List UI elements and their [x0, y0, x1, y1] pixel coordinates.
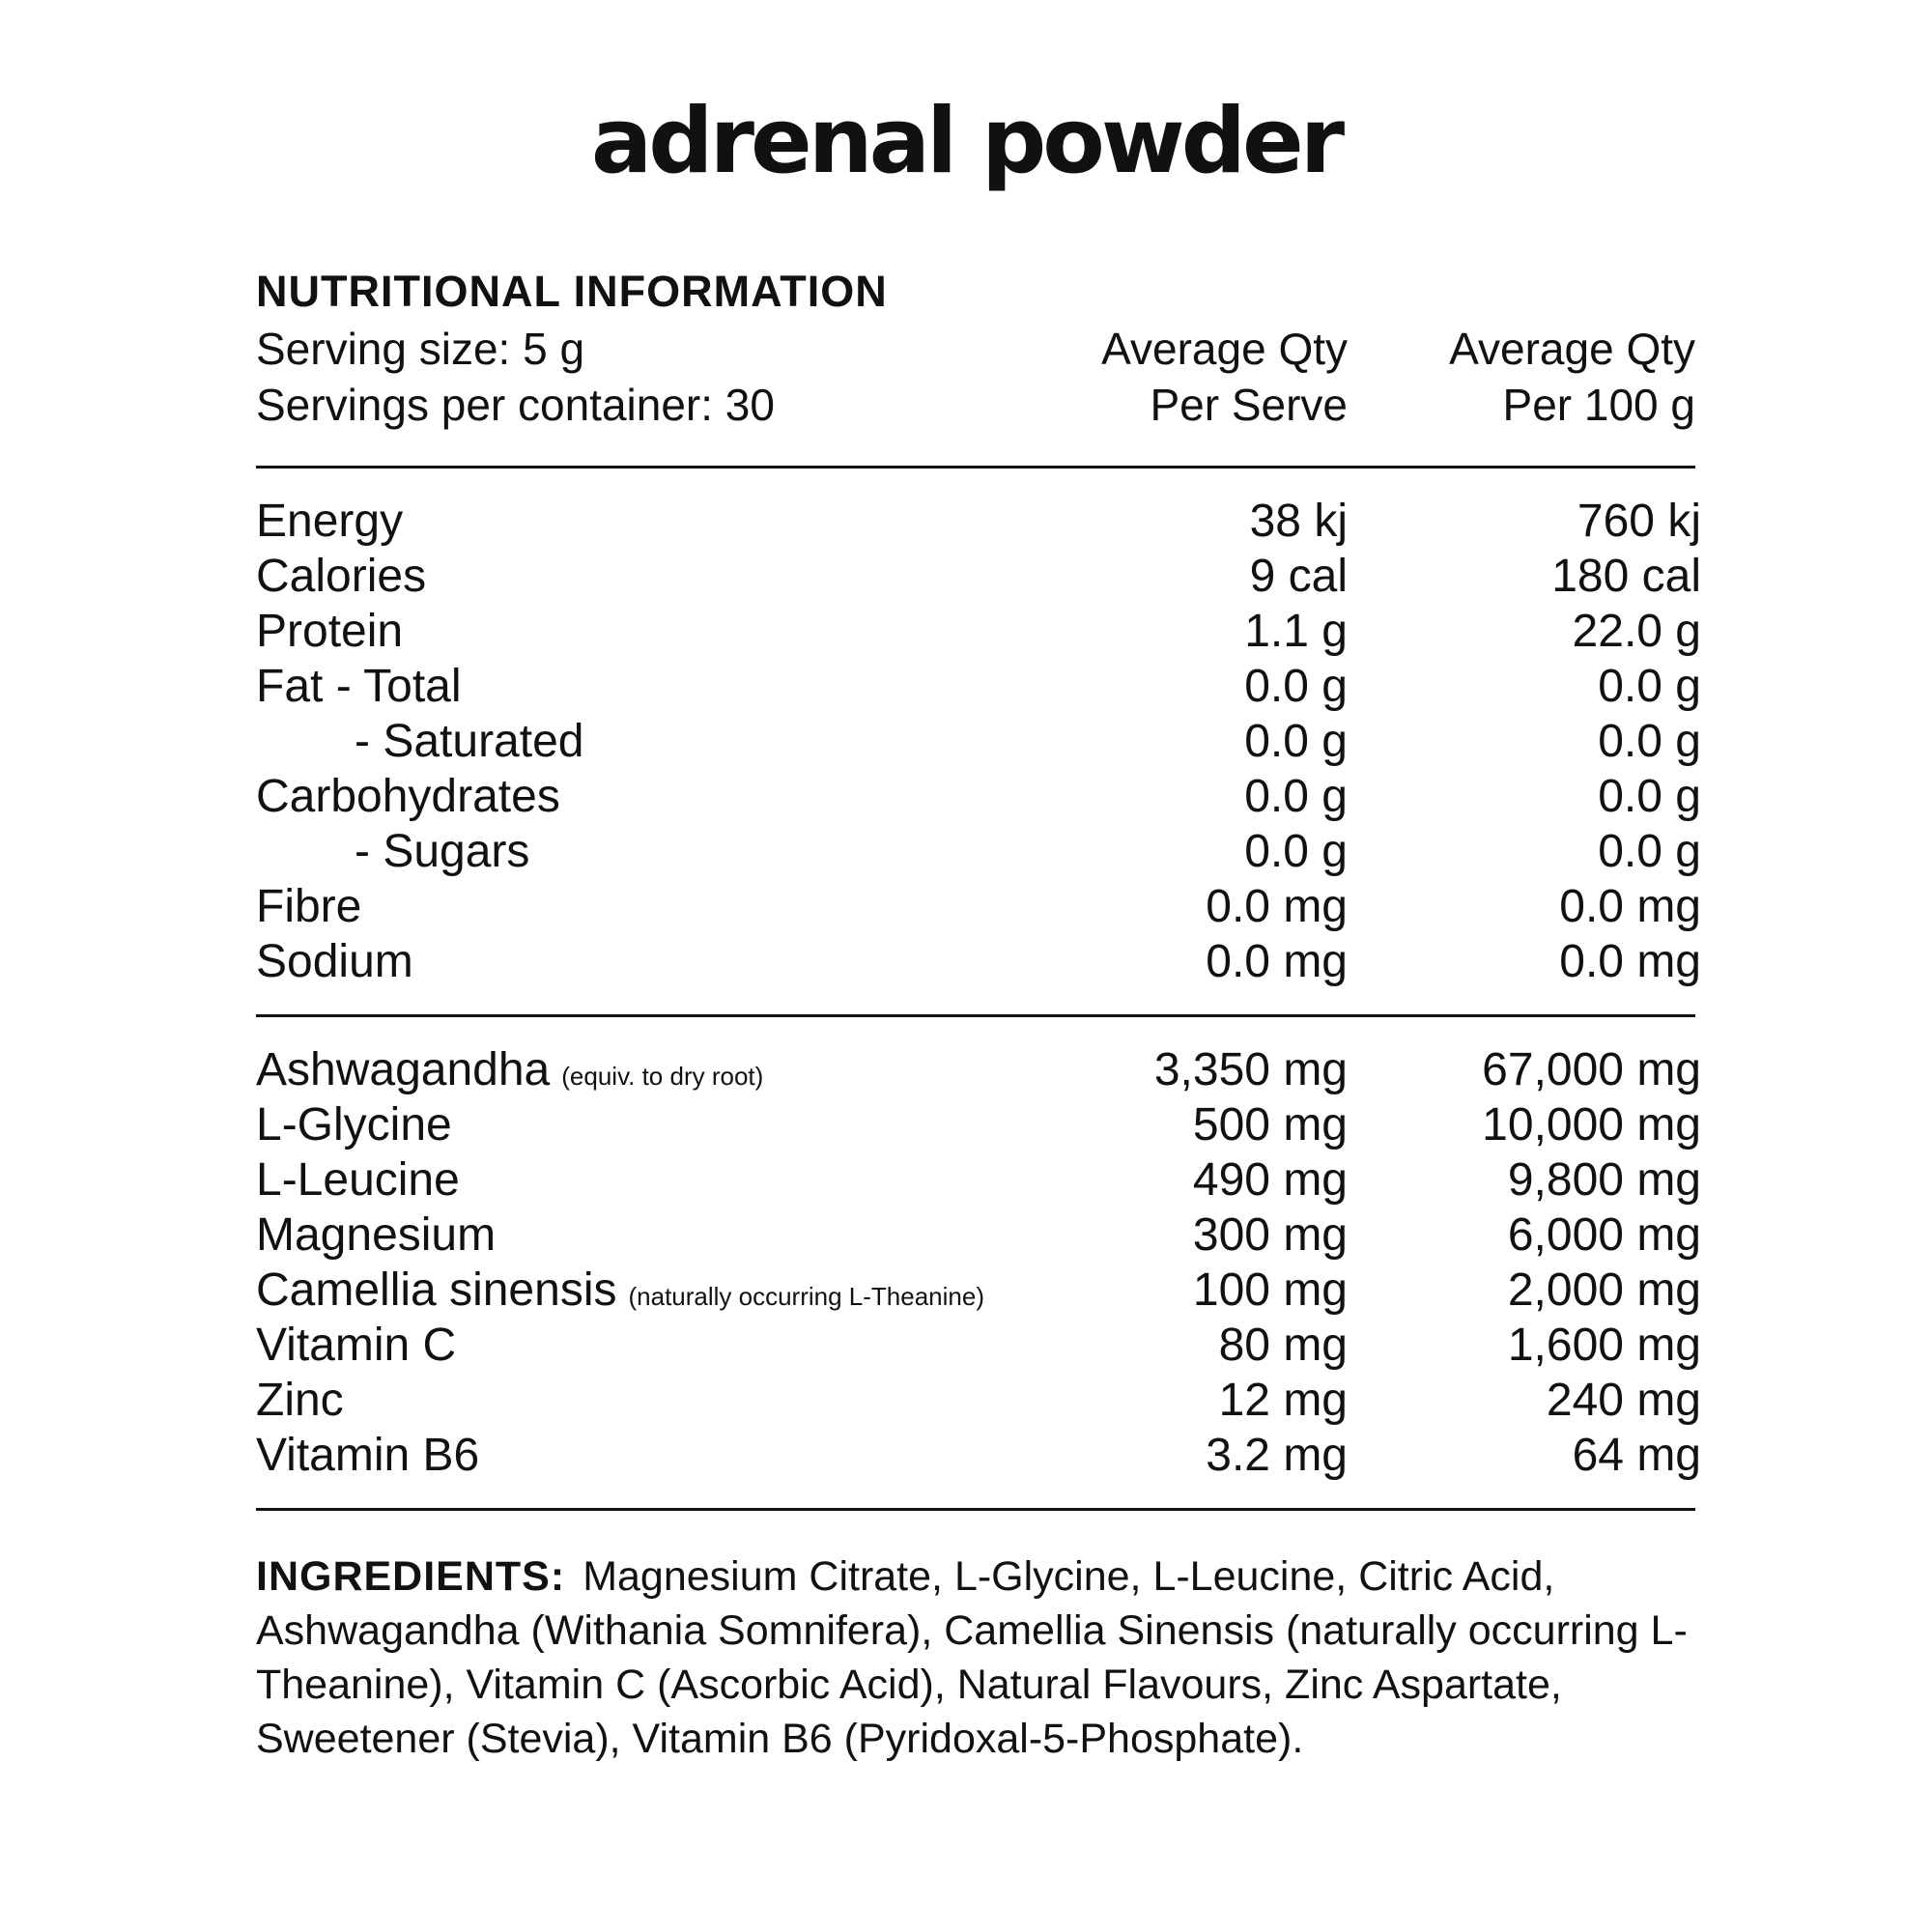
table-row: [256, 1428, 1701, 1483]
ingredients-statement: [256, 1549, 1695, 1766]
nutrition-panel: [256, 263, 1701, 1766]
per-100g-value: 180 cal: [1551, 551, 1701, 602]
nutrient-name-text: Fibre: [256, 881, 362, 932]
nutrient-name-text: Calories: [256, 551, 427, 602]
nutrient-name-text: Magnesium: [256, 1209, 497, 1261]
per-100g-value: 9,800 mg: [1507, 1154, 1701, 1206]
nutrient-name: [256, 1428, 479, 1483]
table-row: [256, 604, 1701, 659]
nutrient-name: [256, 769, 560, 824]
per-100g-value: 0.0 g: [1598, 661, 1701, 712]
column-header-per-100g-line2: Per 100 g: [1502, 380, 1695, 430]
per-100g-value: 67,000 mg: [1482, 1044, 1701, 1095]
nutrient-name-text: Sodium: [256, 936, 413, 987]
per-100g-value: 240 mg: [1546, 1375, 1701, 1426]
per-serve-value: 0.0 g: [1244, 771, 1348, 822]
nutrient-name: [256, 1318, 456, 1373]
table-row: [256, 769, 1701, 824]
per-serve-value: 0.0 mg: [1206, 936, 1348, 987]
per-serve-value: 0.0 g: [1244, 716, 1348, 767]
product-title: adrenal powder: [590, 89, 1342, 194]
per-100g-value: 0.0 mg: [1559, 936, 1701, 987]
per-100g-value: 0.0 g: [1598, 826, 1701, 877]
nutrient-name-text: Ashwagandha: [256, 1044, 551, 1095]
per-serve-value: 0.0 mg: [1206, 881, 1348, 932]
table-row: [256, 1152, 1701, 1208]
nutrient-name-text: Protein: [256, 606, 404, 657]
per-100g-value: 1,600 mg: [1507, 1320, 1701, 1371]
per-serve-value: 100 mg: [1192, 1264, 1348, 1316]
nutrient-name-text: Camellia sinensis: [256, 1264, 617, 1316]
per-serve-value: 0.0 g: [1244, 661, 1348, 712]
serving-details: [256, 321, 1029, 433]
nutrient-name: [256, 1373, 344, 1428]
per-serve-value: 38 kj: [1249, 496, 1348, 547]
nutrient-name: [256, 549, 426, 604]
nutrient-name-text: - Sugars: [355, 826, 530, 877]
per-serve-value: 12 mg: [1218, 1375, 1348, 1426]
per-100g-value: 64 mg: [1572, 1430, 1701, 1481]
basic-nutrients-list: [256, 469, 1701, 1014]
table-row: [256, 714, 1701, 769]
table-row: [256, 1318, 1701, 1373]
per-serve-value: 9 cal: [1249, 551, 1348, 602]
per-serve-value: 300 mg: [1192, 1209, 1348, 1261]
nutrient-name: [256, 659, 462, 714]
nutrient-name-text: L-Leucine: [256, 1154, 460, 1206]
nutrient-name: [256, 1208, 496, 1263]
serving-info: [256, 321, 1695, 435]
table-row: [256, 659, 1701, 714]
per-100g-value: 0.0 mg: [1559, 881, 1701, 932]
per-100g-value: 760 kj: [1577, 496, 1701, 547]
per-100g-value: 10,000 mg: [1482, 1099, 1701, 1151]
table-row: [256, 1208, 1701, 1263]
nutrient-name: [256, 934, 413, 989]
column-header-per-100g: [1348, 321, 1695, 433]
nutrient-name: [256, 604, 403, 659]
per-serve-value: 3,350 mg: [1153, 1044, 1348, 1095]
table-row: [256, 494, 1701, 549]
per-serve-value: 3.2 mg: [1206, 1430, 1348, 1481]
nutrient-name: [256, 1263, 984, 1324]
per-serve-value: 0.0 g: [1244, 826, 1348, 877]
nutrient-name-text: Vitamin C: [256, 1320, 457, 1371]
table-row: [256, 879, 1701, 934]
table-row: [256, 549, 1701, 604]
per-100g-value: 2,000 mg: [1507, 1264, 1701, 1316]
column-header-per-serve: [961, 321, 1348, 433]
nutrient-name: [256, 1097, 452, 1152]
per-100g-value: 0.0 g: [1598, 771, 1701, 822]
table-row: [256, 1373, 1701, 1428]
ingredients-label: INGREDIENTS:: [256, 1553, 566, 1600]
nutrient-name: [256, 1042, 763, 1104]
per-100g-value: 6,000 mg: [1507, 1209, 1701, 1261]
servings-per-container: Servings per container: 30: [256, 380, 775, 430]
nutrient-name-text: Fat - Total: [256, 661, 462, 712]
per-100g-value: 0.0 g: [1598, 716, 1701, 767]
column-header-per-serve-line1: Average Qty: [1101, 324, 1348, 374]
column-header-per-100g-line1: Average Qty: [1449, 324, 1695, 374]
nutrient-note: (equiv. to dry root): [561, 1062, 764, 1091]
serving-size: Serving size: 5 g: [256, 324, 585, 374]
nutrient-name-text: Carbohydrates: [256, 771, 560, 822]
per-serve-value: 1.1 g: [1244, 606, 1348, 657]
nutrition-heading: NUTRITIONAL INFORMATION: [256, 267, 888, 316]
nutrient-note: (naturally occurring L-Theanine): [628, 1282, 984, 1311]
per-serve-value: 500 mg: [1192, 1099, 1348, 1151]
nutrient-name-text: - Saturated: [355, 716, 584, 767]
active-ingredients-list: [256, 1017, 1701, 1508]
nutrient-name: [256, 879, 361, 934]
ingredients-text: Magnesium Citrate, L-Glycine, L-Leucine, Citric Acid, Ashwagandha (Withania Somnifera), Camellia Sinensis (naturally occurring L-Theanine), Vitamin C (Ascorbic Acid), Natural Flavours, Zinc Aspartate, Sweetener (Stevia), Vitamin B6 (Pyridoxal-5-Phosphate).: [256, 1553, 1688, 1762]
per-serve-value: 490 mg: [1192, 1154, 1348, 1206]
nutrient-name: [355, 714, 583, 769]
divider: [256, 1508, 1695, 1511]
table-row: [256, 824, 1701, 879]
per-serve-value: 80 mg: [1218, 1320, 1348, 1371]
nutrient-name: [256, 494, 403, 549]
nutrient-name: [355, 824, 529, 879]
nutrient-name-text: Vitamin B6: [256, 1430, 480, 1481]
column-header-per-serve-line2: Per Serve: [1150, 380, 1348, 430]
table-row: [256, 1263, 1701, 1318]
table-row: [256, 934, 1701, 989]
nutrient-name: [256, 1152, 460, 1208]
nutrient-name-text: L-Glycine: [256, 1099, 452, 1151]
per-100g-value: 22.0 g: [1572, 606, 1701, 657]
nutrient-name-text: Zinc: [256, 1375, 344, 1426]
nutrient-name-text: Energy: [256, 496, 404, 547]
table-row: [256, 1097, 1701, 1152]
table-row: [256, 1042, 1701, 1097]
